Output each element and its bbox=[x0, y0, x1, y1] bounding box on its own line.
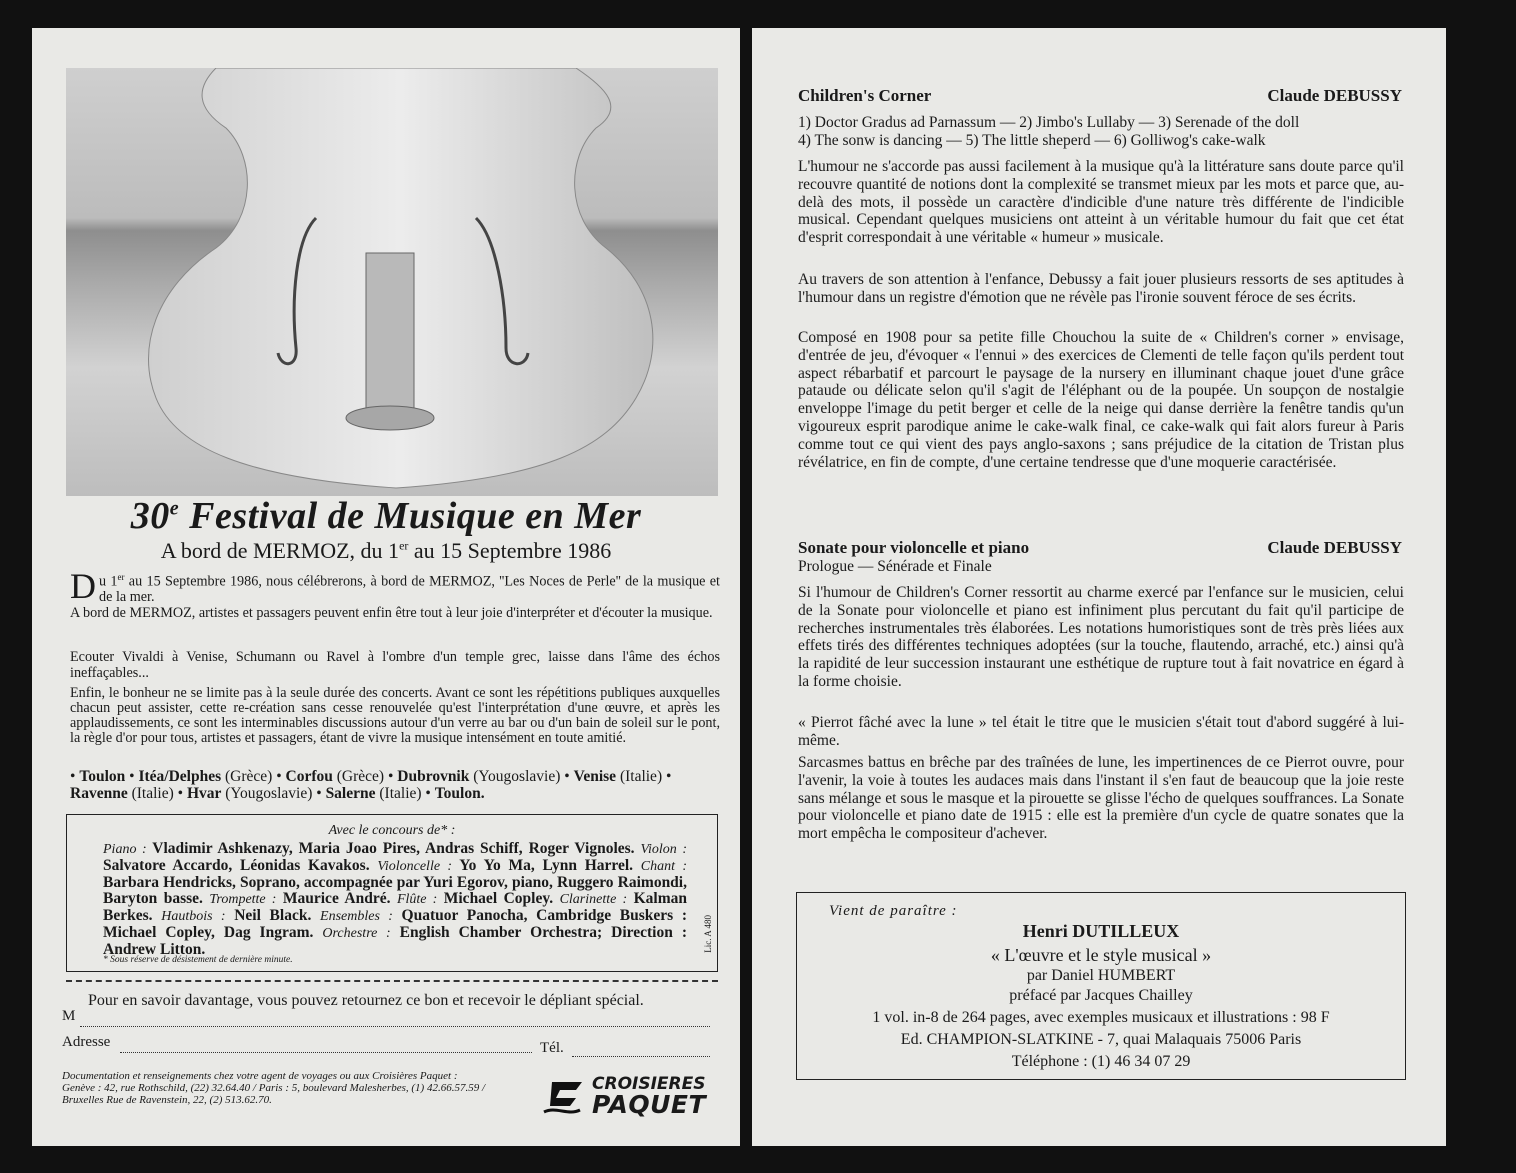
paragraph-2: A bord de MERMOZ, artistes et passagers peuvent enfin être tout à leur joie d'interpréter et d'écouter la musique. bbox=[70, 605, 713, 621]
port-item: • Venise (Italie) bbox=[564, 768, 663, 785]
section-2-paragraph-1: Si l'humour de Children's Corner ressortit au charme exercé par l'enfance sur le musicien, celui de la Sonate pour violoncelle et piano est infiniment plus percutant du fait qu'il participe de recherches instrumentales très élaborées. Les notations humoristiques sont de très près liées aux effets tirés des différentes techniques adoptées (sur la touche, flautendo, arraché, etc.) ainsi qu'à la rapidité de leur succession instaurant une esthétique de rupture tout à fait novatrice en égard à la forme choisie. bbox=[798, 584, 1404, 690]
address-field[interactable] bbox=[120, 1052, 532, 1053]
section-1-title: Children's Corner bbox=[798, 86, 932, 105]
ports-list bbox=[70, 768, 722, 802]
section-1-movements-1: 1) Doctor Gradus ad Parnassum — 2) Jimbo's Lullaby — 3) Serenade of the doll bbox=[798, 114, 1300, 131]
paragraph-3: Ecouter Vivaldi à Venise, Schumann ou Ravel à l'ombre d'un temple grec, laisse dans l'âme des échos ineffaçables... bbox=[70, 649, 720, 681]
tel-label: Tél. bbox=[540, 1040, 564, 1056]
name-field[interactable] bbox=[80, 1026, 710, 1027]
artist-line: Violoncelle : Yo Yo Ma, Lynn Harrel. bbox=[377, 857, 634, 874]
artist-line: Ensembles : Quatuor Panocha, Cambridge Buskers : Michael Copley, Dag Ingram. bbox=[103, 907, 688, 941]
section-2-paragraph-2: « Pierrot fâché avec la lune » tel était le titre que le musicien s'était tout d'abord suggéré à lui-même. bbox=[798, 714, 1404, 749]
section-2-title: Sonate pour violoncelle et piano bbox=[798, 538, 1030, 557]
port-item: • Salerne (Italie) bbox=[316, 785, 422, 802]
address-label: Adresse bbox=[62, 1034, 111, 1050]
artist-line: Hautbois : Neil Black. bbox=[161, 907, 312, 924]
artist-line: Orchestre : English Chamber Orchestra; Direction : Andrew Litton. bbox=[103, 924, 688, 958]
box-title: Avec le concours de* : bbox=[328, 823, 456, 838]
right-page bbox=[752, 28, 1446, 1146]
artist-line: Violon : Salvatore Accardo, Léonidas Kavakos. bbox=[103, 842, 687, 874]
artist-line: Chant : Barbara Hendricks, Soprano, accompagnée par Yuri Egorov, piano, Ruggero Raimondi, Baryton basse. bbox=[103, 859, 688, 907]
publication-author: Henri DUTILLEUX bbox=[1022, 921, 1180, 941]
licence-number: Lic. A 480 bbox=[703, 915, 713, 953]
publication-phone: Téléphone : (1) 46 34 07 29 bbox=[1011, 1053, 1191, 1070]
publication-preface: préfacé par Jacques Chailley bbox=[1009, 987, 1193, 1004]
cello-sea-drawing bbox=[66, 68, 718, 496]
paragraph-4: Enfin, le bonheur ne se limite pas à la seule durée des concerts. Avant ce sont les répétitions publiques auxquelles chacun peut assister, cette re-création sans cesse renouvelée qu'est l'interprétation d'une œuvre, et après les applaudissements, ce sont les interminables discussions autour d'un verre au bar ou d'un bain de soleil sur le pont, la règle d'or pour tous, artistes et passagers, étant de vivre la musique intensément en toute amitié. bbox=[70, 685, 720, 746]
artists-box bbox=[66, 814, 718, 972]
artist-line: Trompette : Maurice André. bbox=[209, 890, 391, 907]
section-2-heading bbox=[798, 538, 1402, 558]
documentation-info: Documentation et renseignements chez votre agent de voyages ou aux Croisières Paquet : Genève : 42, rue Rothschild, (22) 32.64.40 / Paris : 5, boulevard Malesherbes, (1) 42.66.57.59 / Bruxelles Rue de Ravenstein, 22, (2) 513.62.70. bbox=[62, 1070, 486, 1106]
left-page bbox=[32, 28, 740, 1146]
port-item: • Hvar (Yougoslavie) bbox=[177, 785, 313, 802]
dropcap: D bbox=[70, 566, 96, 606]
port-item: • Itéa/Delphes (Grèce) bbox=[129, 768, 273, 785]
form-intro: Pour en savoir davantage, vous pouvez retournez ce bon et recevoir le dépliant spécial. bbox=[88, 992, 644, 1009]
intro-paragraph: Du 1er au 15 Septembre 1986, nous célébrerons, à bord de MERMOZ, ''Les Noces de Perle'' de la musique et de la mer. bbox=[70, 566, 720, 606]
port-item: • Toulon. bbox=[425, 785, 485, 802]
section-1-composer: Claude DEBUSSY bbox=[1267, 86, 1402, 105]
box-footnote: * Sous réserve de désistement de dernière minute. bbox=[103, 955, 293, 965]
logo-text-top: CROISIERES bbox=[592, 1074, 706, 1094]
publication-by: par Daniel HUMBERT bbox=[1026, 967, 1176, 984]
publication-details: 1 vol. in-8 de 264 pages, avec exemples musicaux et illustrations : 98 F bbox=[872, 1009, 1330, 1026]
festival-title: 30e Festival de Musique en Mer bbox=[130, 495, 642, 537]
publication-box bbox=[796, 892, 1406, 1080]
section-1-paragraph-2: Au travers de son attention à l'enfance, Debussy a fait jouer plusieurs ressorts de ses aptitudes à l'humour dans un registre d'émotion que ne révèle pas l'ironie souvent féroce de ses écrits. bbox=[798, 271, 1404, 306]
port-item: • Ravenne (Italie) bbox=[70, 768, 672, 802]
festival-subtitle: A bord de MERMOZ, du 1er au 15 Septembre 1986 bbox=[160, 538, 612, 563]
publication-title: « L'œuvre et le style musical » bbox=[990, 945, 1212, 965]
section-2-movements: Prologue — Sénérade et Finale bbox=[798, 558, 992, 575]
croisieres-paquet-logo bbox=[542, 1074, 722, 1118]
artist-line: Piano : Vladimir Ashkenazy, Maria Joao Pires, Andras Schiff, Roger Vignoles. bbox=[103, 840, 635, 857]
name-label: M bbox=[62, 1008, 76, 1024]
section-1-movements-2: 4) The sonw is dancing — 5) The little sheperd — 6) Golliwog's cake-walk bbox=[798, 132, 1266, 149]
artists-list bbox=[103, 841, 687, 958]
croisieres-paquet-logo-icon bbox=[542, 1076, 594, 1116]
tel-field[interactable] bbox=[572, 1056, 710, 1057]
section-1-paragraph-1: L'humour ne s'accorde pas aussi facilement à la musique qu'à la littérature sans doute parce qu'il recouvre quantité de notions dont la complexité se transmet mieux par les mots et parce que, au-delà des mots, il possède un caractère d'indicible d'une nature très différente de l'indicible musical. Cependant quelques musiciens ont atteint à un véritable humour du fait que cet état d'esprit correspondait à une véritable « humeur » musicale. bbox=[798, 158, 1404, 247]
port-item: • Toulon bbox=[70, 768, 126, 785]
logo-text-bottom: PAQUET bbox=[592, 1090, 707, 1119]
section-2-composer: Claude DEBUSSY bbox=[1267, 538, 1402, 557]
section-1-paragraph-3: Composé en 1908 pour sa petite fille Chouchou la suite de « Children's corner » envisage, d'entrée de jeu, d'évoquer « l'ennui » des exercices de Clementi de telle façon qu'ils perdent tout aspect rébarbatif et parcourt le paysage de la nursery en illuminant chaque jouet d'une grâce pataude ou délicate selon qu'il s'agit de l'éléphant ou de la poupée. Un soupçon de nostalgie enveloppe l'image du petit berger et celle de la neige qui danse derrière la fenêtre tandis qu'un vigoureux esprit parodique anime le cake-walk final, ce cake-walk qui fait alors fureur à Paris comme tout ce qui vient des pays anglo-saxons ; sans préjudice de la citation de Tristan plus révélatrice, en fin de compte, d'une certaine tendresse que d'une moquerie caractérisée. bbox=[798, 329, 1404, 471]
cut-line bbox=[66, 980, 718, 982]
cello-illustration bbox=[66, 68, 718, 496]
artist-line: Flûte : Michael Copley. bbox=[396, 890, 554, 907]
section-1-heading bbox=[798, 86, 1402, 106]
artist-line: Clarinette : Kalman Berkes. bbox=[103, 890, 687, 924]
port-item: • Corfou (Grèce) bbox=[276, 768, 385, 785]
port-item: • Dubrovnik (Yougoslavie) bbox=[387, 768, 561, 785]
publication-label: Vient de paraître : bbox=[829, 903, 958, 919]
section-2-paragraph-3: Sarcasmes battus en brêche par des traînées de lune, les impertinences de ce Pierrot ouvre, pour l'avenir, la voie à toutes les audaces mais dans l'instant il s'en faut de beaucoup que la joie reste sans mélange et sous le masque et la pirouette se glisse l'écho de quelques souffrances. La Sonate pour violoncelle et piano date de 1915 : elle est la première d'un cycle de quatre sonates que la mort empêcha le compositeur d'achever. bbox=[798, 754, 1404, 843]
publication-publisher: Ed. CHAMPION-SLATKINE - 7, quai Malaquais 75006 Paris bbox=[900, 1031, 1302, 1048]
